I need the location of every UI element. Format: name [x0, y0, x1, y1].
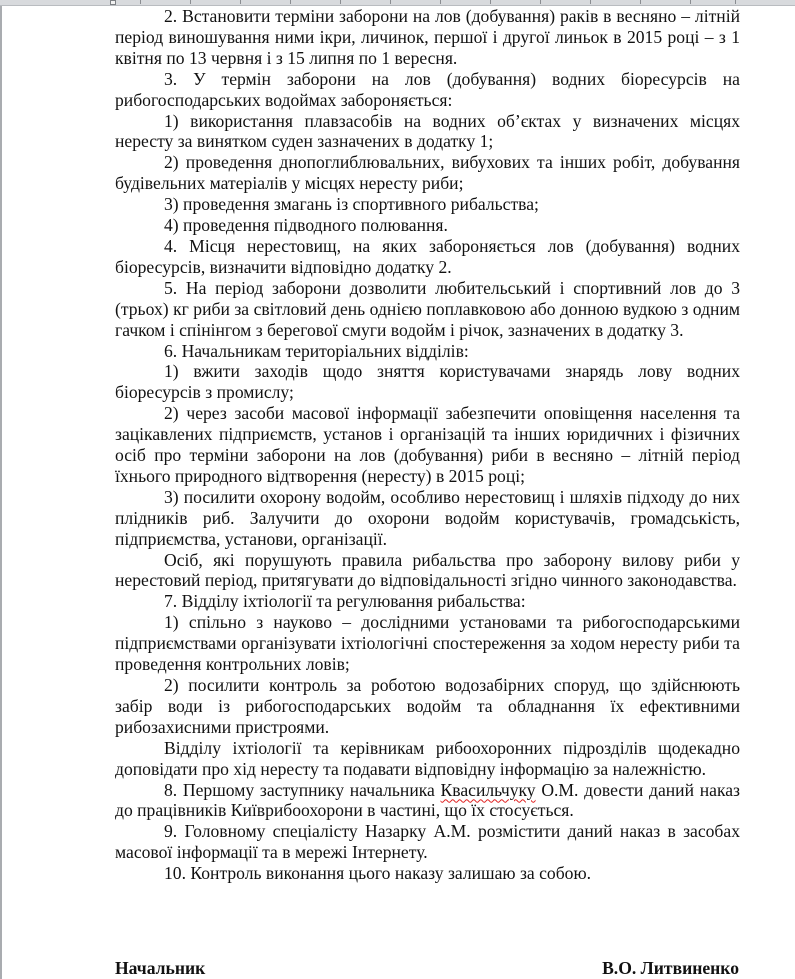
paragraph-6-item-1: 1) вжити заходів щодо зняття користувачами знарядь лову водних біоресурсів з промислу;	[115, 361, 740, 403]
paragraph-violators: Осіб, які порушують правила рибальства про заборону вилову риби у нерестовий період, притягувати до відповідальності згідно чинного законодавства.	[115, 549, 740, 591]
paragraph-3: 3. У термін заборони на лов (добування) водних біоресурсів на рибогосподарських водоймах забороняється:	[115, 68, 740, 110]
document-body[interactable]	[115, 6, 740, 884]
ruler-tick	[590, 0, 591, 4]
ruler-tick	[735, 0, 736, 4]
ruler-tick	[640, 0, 641, 4]
ruler-tick	[340, 0, 341, 4]
paragraph-10: 10. Контроль виконання цього наказу залишаю за собою.	[164, 863, 592, 884]
page-left-edge	[0, 6, 2, 979]
paragraph-4: 4. Місця нерестовищ, на яких забороняється лов (добування) водних біоресурсів, визначити відповідно додатку 2.	[115, 235, 740, 277]
ruler-tick	[290, 0, 291, 4]
paragraph-6-item-3: 3) посилити охорону водойм, особливо нерестовищ і шляхів підходу до них плідників риб. Залучити до охорони водойм користувачів, громадськість, підприємства, установи, організації.	[115, 486, 740, 549]
signature-block	[115, 958, 739, 979]
paragraph-7-item-1: 1) спільно з науково – дослідними установами та рибогосподарськими підприємствами організувати іхтіологічні спостереження за ходом нересту риби та проведення контрольних ловів;	[115, 612, 740, 675]
paragraph-8-text-after: О.М. довести даний наказ до працівників Київрибоохорони в частині, що їх стосується.	[115, 779, 740, 821]
ruler-tick	[140, 0, 141, 4]
paragraph-3-item-1: 1) використання плавзасобів на водних об’єктах у визначених місцях нересту за винятком суден зазначених в додатку 1;	[115, 110, 740, 152]
ruler-tick	[540, 0, 541, 4]
paragraph-3-item-3: 3) проведення змагань із спортивного рибальства;	[164, 194, 539, 215]
ruler-tick	[190, 0, 191, 4]
ruler-tick	[490, 0, 491, 4]
ruler-tick	[440, 0, 441, 4]
paragraph-3-item-4: 4) проведення підводного полювання.	[164, 215, 448, 236]
paragraph-2: 2. Встановити терміни заборони на лов (добування) раків в весняно – літній період виношування ними ікри, личинок, першої і другої линьок в 2015 році – з 1 квітня по 13 червня і з 15 липня по 1 вересня.	[115, 6, 740, 68]
paragraph-7: 7. Відділу іхтіології та регулювання рибальства:	[164, 591, 526, 612]
ruler-tick	[240, 0, 241, 4]
indent-marker-handle[interactable]	[110, 0, 116, 5]
ruler-tick	[690, 0, 691, 4]
paragraph-7-item-2: 2) посилити контроль за роботою водозабірних споруд, що здійснюють забір води із рибогосподарських водойм та обладнання їх ефективними рибозахисними пристроями.	[115, 675, 740, 737]
ruler-tick	[390, 0, 391, 4]
paragraph-3-item-2: 2) проведення днопоглиблювальних, вибухових та інших робіт, добування будівельних матеріалів у місцях нересту риби;	[115, 152, 740, 194]
paragraph-8-text-before: 8. Першому заступнику начальника	[164, 779, 441, 800]
paragraph-6-item-2: 2) через засоби масової інформації забезпечити оповіщення населення та зацікавлених підприємств, установ і організацій та інших юридичних і фізичних осіб про терміни заборони на лов (добування) риби в весняно – літній період їхнього природного відтворення (нересту) в 2015 році;	[115, 403, 740, 486]
paragraph-6: 6. Начальникам територіальних відділів:	[164, 340, 469, 361]
paragraph-5: 5. На період заборони дозволити любительський і спортивний лов до 3 (трьох) кг риби за світловий день однією поплавковою або донною вудкою з одним гачком і спінінгом з берегової смуги водойм і річок, зазначених в додатку 3.	[115, 277, 740, 340]
signature-position: Начальник	[115, 958, 206, 978]
spellcheck-flagged-word[interactable]: Квасильчуку	[440, 779, 536, 800]
paragraph-8	[115, 780, 740, 822]
paragraph-reporting: Відділу іхтіології та керівникам рибоохоронних підрозділів щодекадно доповідати про хід нересту та подавати відповідну інформацію за належністю.	[115, 737, 740, 779]
paragraph-9: 9. Головному спеціалісту Назарку А.М. розмістити даний наказ в засобах масової інформації та в мережі Інтернету.	[115, 821, 740, 863]
signature-name: В.О. Литвиненко	[602, 958, 739, 978]
